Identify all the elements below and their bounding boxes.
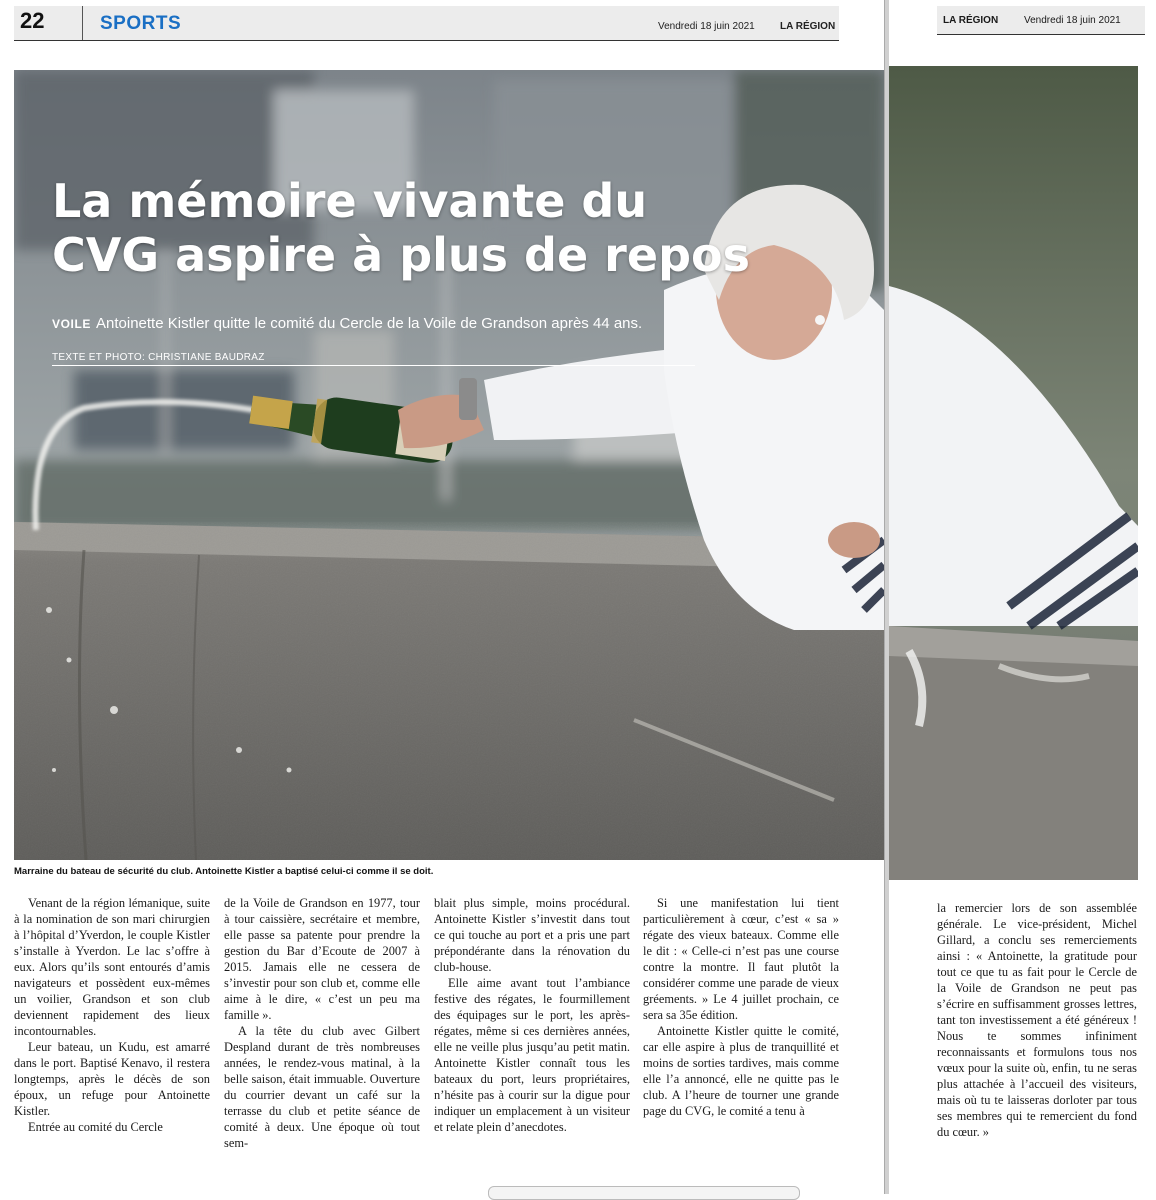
article-column-4 [643, 895, 839, 1119]
horizontal-scrollbar[interactable] [488, 1186, 800, 1200]
page-header-right [937, 6, 1145, 35]
paragraph: la remercier lors de son assemblée générale. Le vice-président, Michel Gillard, a conclu ses remerciements ainsi : « Antoinette, la gratitude pour tout ce que tu as fait pour le Cercle de la Voile de Grandson ne peut pas s’écrire en suffisamment grosses lettres, tant ton investissement a été généreux ! Nous te sommes infiniment reconnaissants et formulons tous nos vœux pour la suite où, enfin, tu ne seras plus attachée à l’accueil des visiteurs, mais où tu te laisseras dorloter par tous ses membres qui te remercient du fond du cœur. » [937, 901, 1137, 1139]
article-column-2 [224, 895, 420, 1151]
header-date: Vendredi 18 juin 2021 [658, 21, 755, 32]
paragraph: de la Voile de Grandson en 1977, tour à tour caissière, secrétaire et membre, elle passe sa patente pour prendre la gestion du Bar d’Ecoute de 2007 à 2015. Jamais elle ne cessera de s’investir pour son club et, comme elle aime à le dire, « c’est un peu ma famille ». [224, 896, 420, 1022]
paragraph: Venant de la région lémanique, suite à la nomination de son mari chirurgien à l’hôpital d’Yverdon, le couple Kistler s’installe à Yverdon. Le lac s’offre à eux. Alors qu’ils sont entourés d’amis navigateurs et possèdent eux-mêmes un voilier, Grandson et son club deviennent rapidement des lieux incontournables. [14, 896, 210, 1038]
credit-rule [52, 365, 695, 366]
page-header-left [14, 6, 839, 41]
article-subheadline [52, 315, 642, 332]
paragraph: Elle aime avant tout l’ambiance festive des régates, le fourmillement des équipages sur le port, les après-régates, même si ces dernières années, elle ne veille plus jusqu’au petit matin. Antoinette Kistler connaît tous les bateaux du port, leurs propriétaires, n’hésite pas à courir sur la digue pour indiquer un emplacement à un visiteur et relate plein d’anecdotes. [434, 976, 630, 1134]
article-headline: La mémoire vivante du CVG aspire à plus de repos [52, 174, 750, 282]
header-date-right: Vendredi 18 juin 2021 [1024, 15, 1121, 26]
article-kicker: VOILE [52, 317, 92, 331]
photo-illustration-right [889, 66, 1138, 880]
paragraph: Si une manifestation lui tient particulièrement à cœur, c’est « sa » régate des vieux bateaux. Comme elle le dit : « Celle-ci n’est pas une course contre la montre. Il faut plutôt la considérer comme une parade de vieux gréements. » Le 4 juillet prochain, ce sera sa 35e édition. [643, 896, 839, 1022]
subheadline-text: Antoinette Kistler quitte le comité du Cercle de la Voile de Grandson après 44 ans. [96, 315, 643, 332]
section-label: SPORTS [100, 13, 182, 34]
article-column-5 [937, 900, 1137, 1140]
photo-caption: Marraine du bateau de sécurité du club. Antoinette Kistler a baptisé celui-ci comme il se doit. [14, 866, 434, 877]
newspaper-name-right: LA RÉGION [943, 15, 999, 26]
page-number: 22 [20, 8, 45, 33]
photo-credit: TEXTE ET PHOTO: CHRISTIANE BAUDRAZ [52, 352, 265, 363]
paragraph: blait plus simple, moins procédural. Antoinette Kistler s’investit dans tout ce qui touche au port et a pris une part prépondérante dans la rénovation du club-house. [434, 896, 630, 974]
header-divider [82, 6, 83, 40]
article-column-3 [434, 895, 630, 1135]
article-photo-continued [889, 66, 1138, 880]
article-photo [14, 70, 884, 860]
paragraph: Entrée au comité du Cercle [28, 1120, 163, 1134]
paragraph: Leur bateau, un Kudu, est amarré dans le port. Baptisé Kenavo, il restera longtemps, après le décès de son époux, un refuge pour Antoinette Kistler. [14, 1040, 210, 1118]
paragraph: A la tête du club avec Gilbert Despland durant de très nombreuses années, le rendez-vous matinal, à la belle saison, était immuable. Ouverture du courrier devant un café sur la terrasse du club et petite séance de comité à deux. Une époque où tout sem- [224, 1024, 420, 1150]
newspaper-name: LA RÉGION [780, 21, 836, 32]
article-column-1 [14, 895, 210, 1135]
paragraph: Antoinette Kistler quitte le comité, car elle aspire à plus de tranquillité et moins de sorties tardives, mais comme elle l’a annoncé, elle ne quitte pas le club. A l’heure de tourner une grande page du CVG, le comité a tenu à [643, 1024, 839, 1118]
